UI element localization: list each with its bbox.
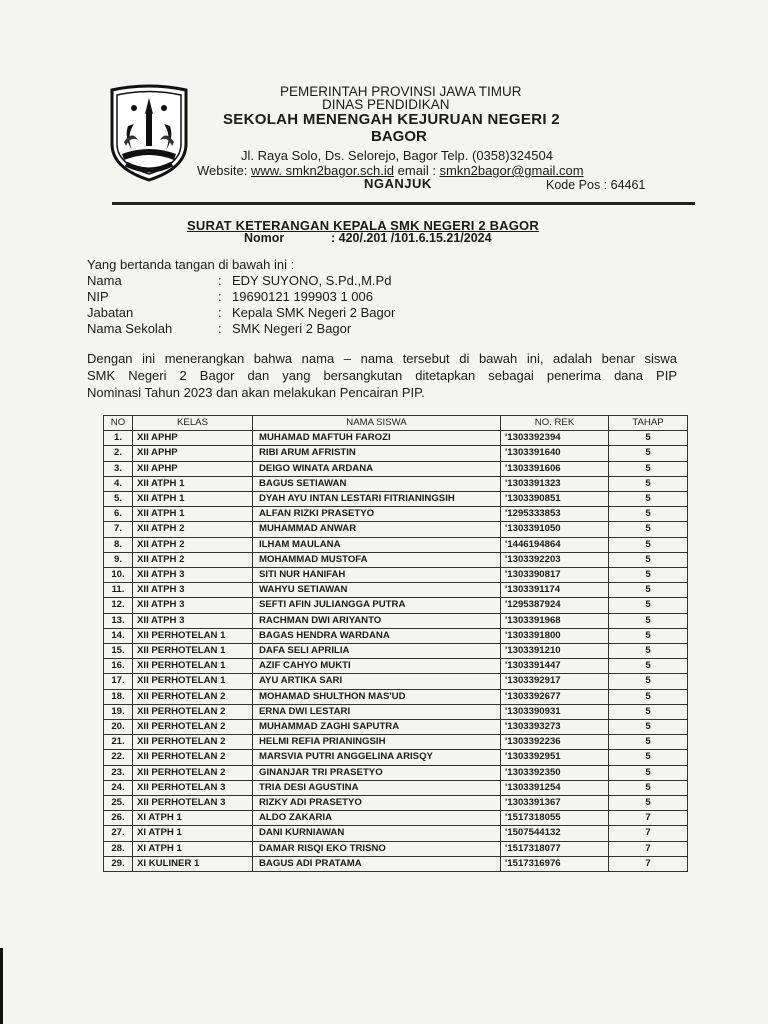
cell-no: 6. bbox=[104, 507, 133, 522]
table-row bbox=[104, 674, 688, 689]
cell-no-rek: '1295333853 bbox=[501, 507, 609, 522]
table-row bbox=[104, 492, 688, 507]
cell-kelas: XI ATPH 1 bbox=[133, 841, 253, 856]
cell-nama-siswa: DANI KURNIAWAN bbox=[253, 826, 501, 841]
cell-no-rek: '1303390931 bbox=[501, 704, 609, 719]
cell-no: 24. bbox=[104, 780, 133, 795]
cell-kelas: XII PERHOTELAN 2 bbox=[133, 689, 253, 704]
table-row bbox=[104, 583, 688, 598]
cell-no-rek: '1303392951 bbox=[501, 750, 609, 765]
cell-no-rek: '1303390851 bbox=[501, 492, 609, 507]
cell-kelas: XII ATPH 3 bbox=[133, 568, 253, 583]
cell-tahap: 5 bbox=[609, 613, 688, 628]
cell-kelas: XII APHP bbox=[133, 431, 253, 446]
cell-tahap: 5 bbox=[609, 537, 688, 552]
table-row bbox=[104, 568, 688, 583]
cell-nama-siswa: BAGUS SETIAWAN bbox=[253, 476, 501, 491]
cell-kelas: XII PERHOTELAN 2 bbox=[133, 750, 253, 765]
cell-no: 23. bbox=[104, 765, 133, 780]
cell-tahap: 5 bbox=[609, 552, 688, 567]
cell-no: 3. bbox=[104, 461, 133, 476]
cell-no-rek: '1303391367 bbox=[501, 796, 609, 811]
cell-no: 19. bbox=[104, 704, 133, 719]
cell-kelas: XII PERHOTELAN 1 bbox=[133, 644, 253, 659]
cell-no-rek: '1303392677 bbox=[501, 689, 609, 704]
identity-key: Jabatan bbox=[87, 305, 134, 320]
column-header-no: NO bbox=[104, 416, 133, 431]
cell-tahap: 5 bbox=[609, 446, 688, 461]
cell-no: 25. bbox=[104, 796, 133, 811]
cell-no: 15. bbox=[104, 644, 133, 659]
identity-value: 19690121 199903 1 006 bbox=[232, 289, 373, 304]
cell-no-rek: '1517318055 bbox=[501, 811, 609, 826]
cell-kelas: XI KULINER 1 bbox=[133, 856, 253, 871]
cell-kelas: XII APHP bbox=[133, 461, 253, 476]
cell-nama-siswa: DEIGO WINATA ARDANA bbox=[253, 461, 501, 476]
cell-no-rek: '1303391210 bbox=[501, 644, 609, 659]
cell-nama-siswa: AZIF CAHYO MUKTI bbox=[253, 659, 501, 674]
cell-no: 12. bbox=[104, 598, 133, 613]
cell-tahap: 5 bbox=[609, 461, 688, 476]
table-header-row bbox=[104, 416, 688, 431]
table-row bbox=[104, 720, 688, 735]
cell-kelas: XII ATPH 1 bbox=[133, 507, 253, 522]
cell-nama-siswa: DYAH AYU INTAN LESTARI FITRIANINGSIH bbox=[253, 492, 501, 507]
cell-nama-siswa: TRIA DESI AGUSTINA bbox=[253, 780, 501, 795]
table-row bbox=[104, 476, 688, 491]
cell-tahap: 5 bbox=[609, 659, 688, 674]
cell-tahap: 5 bbox=[609, 689, 688, 704]
table-row bbox=[104, 659, 688, 674]
cell-nama-siswa: ALDO ZAKARIA bbox=[253, 811, 501, 826]
cell-no-rek: '1303391606 bbox=[501, 461, 609, 476]
cell-no-rek: '1303392394 bbox=[501, 431, 609, 446]
cell-nama-siswa: MUHAMMAD ZAGHI SAPUTRA bbox=[253, 720, 501, 735]
school-name: SEKOLAH MENENGAH KEJURUAN NEGERI 2 bbox=[223, 111, 560, 128]
cell-kelas: XI ATPH 1 bbox=[133, 811, 253, 826]
cell-nama-siswa: RIZKY ADI PRASETYO bbox=[253, 796, 501, 811]
cell-tahap: 5 bbox=[609, 720, 688, 735]
east-java-province-emblem-icon bbox=[104, 84, 194, 182]
cell-no-rek: '1303391323 bbox=[501, 476, 609, 491]
table-row bbox=[104, 598, 688, 613]
identity-value: EDY SUYONO, S.Pd.,M.Pd bbox=[232, 273, 392, 288]
table-row bbox=[104, 644, 688, 659]
cell-kelas: XII ATPH 1 bbox=[133, 476, 253, 491]
identity-key: Nama bbox=[87, 273, 122, 288]
cell-no-rek: '1303392203 bbox=[501, 552, 609, 567]
cell-no-rek: '1303393273 bbox=[501, 720, 609, 735]
cell-no: 4. bbox=[104, 476, 133, 491]
table-body bbox=[104, 431, 688, 872]
cell-kelas: XII PERHOTELAN 3 bbox=[133, 780, 253, 795]
cell-no-rek: '1303392350 bbox=[501, 765, 609, 780]
identity-value: Kepala SMK Negeri 2 Bagor bbox=[232, 305, 396, 320]
website-label: Website: bbox=[197, 163, 251, 178]
email-label: email : bbox=[394, 163, 440, 178]
table-row bbox=[104, 826, 688, 841]
cell-tahap: 5 bbox=[609, 765, 688, 780]
cell-no: 8. bbox=[104, 537, 133, 552]
cell-no: 21. bbox=[104, 735, 133, 750]
cell-no: 7. bbox=[104, 522, 133, 537]
cell-kelas: XII PERHOTELAN 3 bbox=[133, 796, 253, 811]
cell-no: 20. bbox=[104, 720, 133, 735]
cell-tahap: 5 bbox=[609, 704, 688, 719]
letterhead-divider bbox=[112, 202, 695, 205]
table-row bbox=[104, 841, 688, 856]
identity-value: SMK Negeri 2 Bagor bbox=[232, 321, 352, 336]
table-row bbox=[104, 780, 688, 795]
cell-kelas: XII ATPH 2 bbox=[133, 552, 253, 567]
cell-no-rek: '1446194864 bbox=[501, 537, 609, 552]
cell-no-rek: '1517316976 bbox=[501, 856, 609, 871]
table-row bbox=[104, 537, 688, 552]
cell-kelas: XII PERHOTELAN 2 bbox=[133, 704, 253, 719]
table-row bbox=[104, 628, 688, 643]
cell-no-rek: '1303392917 bbox=[501, 674, 609, 689]
cell-no-rek: '1303391050 bbox=[501, 522, 609, 537]
cell-nama-siswa: MOHAMAD SHULTHON MAS'UD bbox=[253, 689, 501, 704]
cell-nama-siswa: HELMI REFIA PRIANINGSIH bbox=[253, 735, 501, 750]
cell-no: 11. bbox=[104, 583, 133, 598]
cell-no: 2. bbox=[104, 446, 133, 461]
cell-no: 13. bbox=[104, 613, 133, 628]
cell-no-rek: '1507544132 bbox=[501, 826, 609, 841]
cell-nama-siswa: WAHYU SETIAWAN bbox=[253, 583, 501, 598]
cell-tahap: 5 bbox=[609, 583, 688, 598]
cell-no: 29. bbox=[104, 856, 133, 871]
cell-nama-siswa: DAMAR RISQI EKO TRISNO bbox=[253, 841, 501, 856]
paragraph-line: SMK Negeri 2 Bagor dan yang bersangkutan ditetapkan sebagai penerima dana PIP bbox=[87, 368, 677, 383]
table-row bbox=[104, 507, 688, 522]
cell-nama-siswa: ERNA DWI LESTARI bbox=[253, 704, 501, 719]
cell-nama-siswa: DAFA SELI APRILIA bbox=[253, 644, 501, 659]
statement-paragraph bbox=[87, 350, 677, 401]
table-row bbox=[104, 856, 688, 871]
paragraph-line: Nominasi Tahun 2023 dan akan melakukan Pencairan PIP. bbox=[87, 385, 425, 400]
cell-tahap: 5 bbox=[609, 796, 688, 811]
government-name: PEMERINTAH PROVINSI JAWA TIMUR bbox=[280, 84, 522, 99]
cell-no-rek: '1303391640 bbox=[501, 446, 609, 461]
table-row bbox=[104, 552, 688, 567]
cell-kelas: XI ATPH 1 bbox=[133, 826, 253, 841]
nomor-value: : 420/.201 /101.6.15.21/2024 bbox=[331, 231, 492, 245]
cell-no: 17. bbox=[104, 674, 133, 689]
column-header-norek: NO. REK bbox=[501, 416, 609, 431]
cell-tahap: 5 bbox=[609, 507, 688, 522]
department-name: DINAS PENDIDIKAN bbox=[322, 97, 450, 112]
cell-no: 26. bbox=[104, 811, 133, 826]
cell-nama-siswa: SEFTI AFIN JULIANGGA PUTRA bbox=[253, 598, 501, 613]
cell-tahap: 5 bbox=[609, 628, 688, 643]
scan-edge-mark bbox=[0, 948, 3, 1024]
cell-kelas: XII PERHOTELAN 1 bbox=[133, 659, 253, 674]
cell-kelas: XII ATPH 3 bbox=[133, 583, 253, 598]
identity-colon: : bbox=[218, 305, 222, 320]
cell-no: 22. bbox=[104, 750, 133, 765]
email-link[interactable]: smkn2bagor@gmail.com bbox=[439, 163, 584, 178]
cell-tahap: 5 bbox=[609, 780, 688, 795]
cell-tahap: 7 bbox=[609, 826, 688, 841]
student-table bbox=[103, 415, 688, 872]
table-row bbox=[104, 613, 688, 628]
paragraph-line: Dengan ini menerangkan bahwa nama – nama tersebut di bawah ini, adalah benar siswa bbox=[87, 351, 677, 366]
table-row bbox=[104, 765, 688, 780]
cell-kelas: XII ATPH 1 bbox=[133, 492, 253, 507]
table-row bbox=[104, 431, 688, 446]
cell-nama-siswa: MARSVIA PUTRI ANGGELINA ARISQY bbox=[253, 750, 501, 765]
identity-colon: : bbox=[218, 289, 222, 304]
nomor-label: Nomor bbox=[244, 231, 285, 245]
table-row bbox=[104, 461, 688, 476]
cell-nama-siswa: BAGUS ADI PRATAMA bbox=[253, 856, 501, 871]
cell-nama-siswa: ILHAM MAULANA bbox=[253, 537, 501, 552]
cell-no-rek: '1303391800 bbox=[501, 628, 609, 643]
cell-kelas: XII ATPH 3 bbox=[133, 613, 253, 628]
cell-nama-siswa: AYU ARTIKA SARI bbox=[253, 674, 501, 689]
cell-nama-siswa: RACHMAN DWI ARIYANTO bbox=[253, 613, 501, 628]
cell-nama-siswa: SITI NUR HANIFAH bbox=[253, 568, 501, 583]
website-link[interactable]: www. smkn2bagor.sch.id bbox=[250, 163, 395, 178]
table-row bbox=[104, 796, 688, 811]
school-city: BAGOR bbox=[371, 128, 427, 145]
cell-no-rek: '1303391968 bbox=[501, 613, 609, 628]
table-row bbox=[104, 750, 688, 765]
cell-kelas: XII ATPH 3 bbox=[133, 598, 253, 613]
cell-no: 16. bbox=[104, 659, 133, 674]
cell-no: 10. bbox=[104, 568, 133, 583]
identity-colon: : bbox=[218, 273, 222, 288]
cell-tahap: 5 bbox=[609, 598, 688, 613]
intro-text: Yang bertanda tangan di bawah ini : bbox=[87, 257, 295, 272]
cell-no-rek: '1517318077 bbox=[501, 841, 609, 856]
cell-nama-siswa: ALFAN RIZKI PRASETYO bbox=[253, 507, 501, 522]
column-header-nama: NAMA SISWA bbox=[253, 416, 501, 431]
cell-no-rek: '1303391447 bbox=[501, 659, 609, 674]
column-header-tahap: TAHAP bbox=[609, 416, 688, 431]
cell-no-rek: '1303390817 bbox=[501, 568, 609, 583]
cell-no-rek: '1303391174 bbox=[501, 583, 609, 598]
table-row bbox=[104, 704, 688, 719]
cell-tahap: 5 bbox=[609, 492, 688, 507]
cell-tahap: 5 bbox=[609, 735, 688, 750]
cell-tahap: 5 bbox=[609, 568, 688, 583]
document-title: SURAT KETERANGAN KEPALA SMK NEGERI 2 BAGOR bbox=[187, 218, 539, 233]
identity-key: Nama Sekolah bbox=[87, 321, 173, 336]
cell-nama-siswa: BAGAS HENDRA WARDANA bbox=[253, 628, 501, 643]
identity-colon: : bbox=[218, 321, 222, 336]
cell-no-rek: '1303391254 bbox=[501, 780, 609, 795]
column-header-kelas: KELAS bbox=[133, 416, 253, 431]
cell-no: 1. bbox=[104, 431, 133, 446]
cell-kelas: XII PERHOTELAN 2 bbox=[133, 720, 253, 735]
cell-tahap: 5 bbox=[609, 522, 688, 537]
cell-tahap: 5 bbox=[609, 644, 688, 659]
table-row bbox=[104, 689, 688, 704]
cell-kelas: XII PERHOTELAN 1 bbox=[133, 628, 253, 643]
table-row bbox=[104, 522, 688, 537]
cell-tahap: 5 bbox=[609, 431, 688, 446]
cell-kelas: XII PERHOTELAN 1 bbox=[133, 674, 253, 689]
table-row bbox=[104, 811, 688, 826]
cell-nama-siswa: MUHAMAD MAFTUH FAROZI bbox=[253, 431, 501, 446]
table-row bbox=[104, 735, 688, 750]
cell-no: 14. bbox=[104, 628, 133, 643]
cell-tahap: 7 bbox=[609, 811, 688, 826]
cell-nama-siswa: MUHAMMAD ANWAR bbox=[253, 522, 501, 537]
cell-tahap: 5 bbox=[609, 476, 688, 491]
cell-kelas: XII PERHOTELAN 2 bbox=[133, 735, 253, 750]
cell-no: 27. bbox=[104, 826, 133, 841]
cell-no: 28. bbox=[104, 841, 133, 856]
cell-kelas: XII APHP bbox=[133, 446, 253, 461]
school-address: Jl. Raya Solo, Ds. Selorejo, Bagor Telp. (0358)324504 bbox=[241, 148, 553, 163]
regency-name: NGANJUK bbox=[364, 176, 432, 191]
cell-nama-siswa: RIBI ARUM AFRISTIN bbox=[253, 446, 501, 461]
cell-kelas: XII PERHOTELAN 2 bbox=[133, 765, 253, 780]
cell-tahap: 5 bbox=[609, 750, 688, 765]
cell-no-rek: '1303392236 bbox=[501, 735, 609, 750]
table-row bbox=[104, 446, 688, 461]
cell-kelas: XII ATPH 2 bbox=[133, 522, 253, 537]
cell-nama-siswa: MOHAMMAD MUSTOFA bbox=[253, 552, 501, 567]
cell-no-rek: '1295387924 bbox=[501, 598, 609, 613]
identity-key: NIP bbox=[87, 289, 109, 304]
cell-tahap: 7 bbox=[609, 856, 688, 871]
cell-kelas: XII ATPH 2 bbox=[133, 537, 253, 552]
cell-no: 18. bbox=[104, 689, 133, 704]
cell-tahap: 7 bbox=[609, 841, 688, 856]
cell-no: 9. bbox=[104, 552, 133, 567]
cell-no: 5. bbox=[104, 492, 133, 507]
cell-tahap: 5 bbox=[609, 674, 688, 689]
cell-nama-siswa: GINANJAR TRI PRASETYO bbox=[253, 765, 501, 780]
postcode: Kode Pos : 64461 bbox=[546, 178, 646, 192]
